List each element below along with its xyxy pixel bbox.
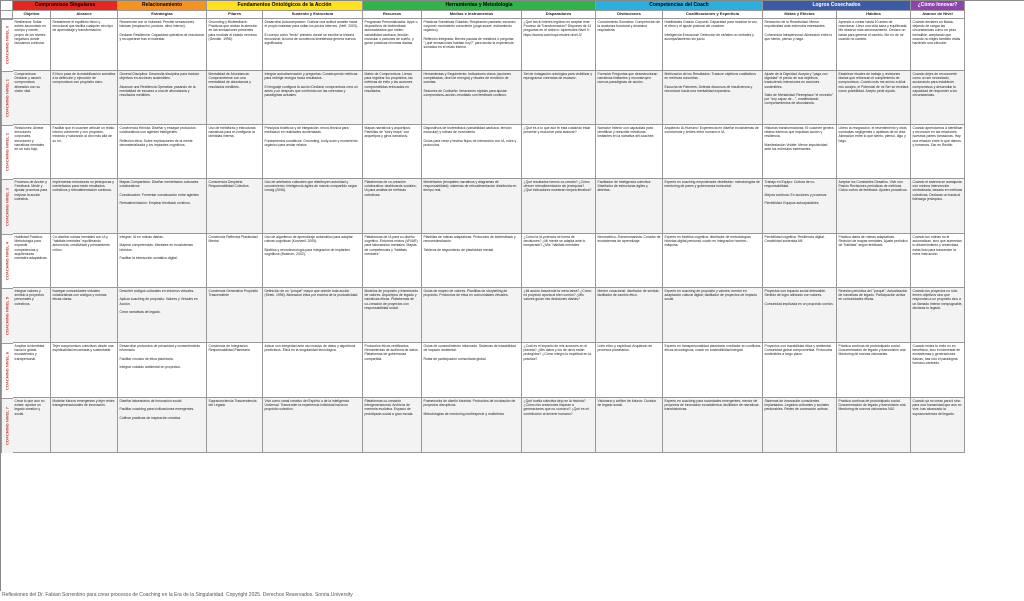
table-cell: Trabajo en Equipo: Cultura de co-responsabilidad. Mejora continua: En acciones y procesos. Flexibilidad: Equipos autoajustables. — [763, 179, 837, 234]
column-header: Avance de Nivel — [911, 11, 965, 19]
table-cell: Habilidades Guiado Corporal: Capacidad para modular la voz, el ritmo y el ajuste postural del coachee. Inteligencia Emocional: Detección de señales no verbales y acompañamiento sin juicio. — [663, 19, 763, 71]
column-header: Estrategias — [118, 11, 207, 19]
table-cell: ¿Qué es a lo que aún te está costando estar presente y escuchar para avanzar? — [522, 125, 596, 179]
table-cell: Procesos de Acción y Feedback: Medir y ajustar procesos para mejorar la acción colectiva. — [13, 179, 51, 234]
table-cell: General Disciplina: Desarrolla disciplina para traducir objetivos en acciones sostenibles. Alcanzar una Resiliencia Operativa: pasando de la mentalidad de escasez a una de abundancia y resultados medibles. — [118, 71, 207, 125]
table-cell: Mapas Compartidos: Diseñar mentefactos culturales colaborativos Coevaluación: Fomentar coevaluación entre agentes Retroalimentación: Emplear feedback continuo. — [118, 179, 207, 234]
table-cell: Libero la resignación, el resentimiento y otras conductas negligentes o apáticas de mi vida. Alineación entre lo que siento, pienso, digo y hago. — [837, 125, 911, 179]
table-cell: Co-diseñar rutinas mentales con IA y "hábitats mentales" equilibrando autonomía, creatividad y pensamiento crítico. — [51, 234, 118, 288]
table-cell: Mapas narrativos y arquetipos: Plantillas de "story maps" con arquetipos y giros narrativos. — [363, 125, 422, 179]
subheader-corner — [1, 11, 13, 19]
table-cell: Plantillas de rutinas adaptativas. Protocolos de biofeedback y neuroestimulación. Tableros de seguimiento de plasticidad mental. — [422, 234, 522, 288]
table-cell: Reconectar con la Voluntad: Percibir sensaciones básicas (respiración, postura, ritmo interno). Declarar Resiliencia: Capacidad operativa de reaccionar y recuperarse tras el malestar. — [118, 19, 207, 71]
table-cell: Cuando el sistema se autoajusta con mínima intervención centralizada, basado en métricas colectivas. Declaras un basta al liderazgo jerárquico. — [911, 179, 965, 234]
table-cell: Principios bioéticos y de integración: neuro-técnica para mediación en realidades aumentadas. Fundamentos somáticos: Grounding, body-scan y movimiento orgánico para anclar relatos — [263, 125, 363, 179]
table-cell: Plataformas co-creación intergeneracional. Archivos de memoria evolutiva. Espacio de prototipado social a gran escala. — [363, 398, 422, 453]
table-cell: ¿Qué tan tu interés legítimo en aceptar este Proceso de Transformación? Dispones de 41 preguntas en el archivo: Iquiertudes Nivel 0: https://sonria.com/inqui etudes-nivel-0/ — [522, 19, 596, 71]
table-cell: Restablecer el equilibrio físico y emocional que facilita cualquier otro tipo de aprendizaje y transformación. — [51, 19, 118, 71]
table-cell: Herramientas y Seguimiento: Indicadores claros (acciones completadas, nivel de energía) y rituales de rendición de cuentas. Sesiones de Codiseño: Iteraciones rápidas para ajustar compromisos–acción–resultado con feedback continuo. — [422, 71, 522, 125]
table-cell: ¿Cuál es el impacto de mis acciones en el planeta? ¿Mis datos y los de otros están protegidos? ¿Cómo integro lo espiritual en la práctica? — [522, 343, 596, 398]
table-cell: Compromisos: Declarar y asumir compromisos alineados con su visión vital. — [13, 71, 51, 125]
table-cell: Flexibilidad cognitiva. Resiliencia digital. Creatividad sostenida.N8 — [763, 234, 837, 288]
table-cell: Relaciones: Alinear emociones corporales, emociones y narrativas mentales en un solo flujo. — [13, 125, 51, 179]
table-cell: Uso de algoritmos de aprendizaje automático para adaptar rutinas cognitivas (Kurzweil, 2005). Bioética y neurotecnología para integración de implantes cognitivos (Bostrom, 2002). — [263, 234, 363, 288]
footer-copyright: Reflexiones del Dr. Fabian Sorrentino para crear procesos de Coaching en la Era de la Singularidad. Copyright 2025. Derechos Reservados. Sonria.University — [2, 592, 353, 598]
table-cell: Resiliencia: Soltar estrés acumulado en cuerpo y mente, propio de los niveles negativos donde buscamos controlar. — [13, 19, 51, 71]
column-header: Disparadores — [522, 11, 596, 19]
table-cell: ¿Mi acción trasciende la mera tarea? ¿Cómo mi proyecto aporta al bien común? ¿Mis valores guían mis decisiones diarias? — [522, 288, 596, 343]
column-header: Distinciones — [596, 11, 663, 19]
column-header: Alcance — [51, 11, 118, 19]
table-cell: Cuando dejes de reconocerte como un ser necesitado, accionando para establecer compromisos y desarrollar tu capacidad de responder a los circunstancias. — [911, 71, 965, 125]
table-cell: Revisión periódica del "porqué". Actualización de narrativas de legado. Participación activa en comunidades éticas. — [837, 288, 911, 343]
table-cell: Modelos de propósito y frameworks de valores. Arquetipos de legado y narrativas éticas. Plataformas de co-creación de proyectos con responsabilidad social. — [363, 288, 422, 343]
table-cell: Establece rituales de trabajo y revisiones diarias que refuerzan el cumplimiento de compromisos. Cuanto más me animo a diluir mis corajes, el Potencial de mí Ser se revelará como posibilidad. Acepto pedir ayuda. — [837, 71, 911, 125]
table-cell: Arquitecto IA-Humano: Experiencia en diseñar ecosistemas de convivencia y límites entre humano e IA. — [663, 125, 763, 179]
table-cell: Guías de mapeo de valores. Plantillas de storytelling de propósito. Protocolos de ética en comunidades virtuales. — [422, 288, 522, 343]
table-cell: Actuar con integridad ante uso masivo de datos y algoritmos predictivos. Ética en la singularidad tecnológica. — [263, 343, 363, 398]
table-cell: Cuando tus proyectos no sólo tienen objetivos sino que respondan a un propósito sino a un llamado interior inexpugnable, declaras tu legado. — [911, 288, 965, 343]
table-cell: Integrar valores y sentido a proyectos personales y colectivos. — [13, 288, 51, 343]
table-cell: Plataformas de co-creación colaborativa: dashboards sociales; IA para análisis de métricas colectivas. — [363, 179, 422, 234]
table-cell: El foco pasa de la estabilización somática a la definición y ejecución de compromisos con propósito claro. — [51, 71, 118, 125]
table-cell: Cuando declares un Basta, dejando de cargar las circunstancias como un peso ineludible, aceptando que cuando no eliges también estás haciendo una elección. — [911, 19, 965, 71]
header-corner — [1, 1, 13, 11]
table-cell: ¿Qué huella colectiva dejo en la historia? ¿Cómo mis creaciones inspiran a generaciones que no conozco? ¿Qué es mi contribución al devenir humano? — [522, 398, 596, 453]
table-cell: Cuando tus rutinas no te automatizan, sino que aumentan tu discernimiento y creatividad, estás listo para trascender la mera instrucción. — [911, 234, 965, 288]
column-header: Sustento y Estructura — [263, 11, 363, 19]
table-cell: Cuando aprendamos a identificar y reconocer en las relaciones nuestras partes tomadoras. Hay una relación entre lo que damos y tomamos. Dar es Recibir. — [911, 125, 965, 179]
table-cell: Práctica continua de protototipado social. Documentación de legado y transmisión oral. Mentoring de nuevos visionarios.N10 — [837, 398, 911, 453]
table-cell: Proyectos con trazabilidad ética y ambiental. Comunidad global comprometida. Protocolos sostenibles a largo plazo. — [763, 343, 837, 398]
table-cell: Narrador Interior con capacidad para identificar y reescribir metáforas limitantes en la narrativa del coachee. — [596, 125, 663, 179]
table-cell: Ampliar la identidad hacia lo global, ecosistémico y transpersonal. — [13, 343, 51, 398]
table-cell: Plataformas de IA para co-diseño cognitivo. Entornos mixtos (VR/AR) para laboratorios mentales. Mapas de competencias y "hábitats mentales". — [363, 234, 422, 288]
table-cell: Conciencia de Integración Responsabilidad Planetaria — [207, 343, 263, 398]
table-cell: Conciencia Reflexiva Plasticidad Mental — [207, 234, 263, 288]
table-cell: Proyectos con impacto social detectable. Sentido de logro alineado con valores. Comunidad implicada en un propósito común. — [763, 288, 837, 343]
table-cell: Práctica continua de protototipado social. Documentación de legado y transmisión oral. Mentoring de nuevas visionarias. — [837, 343, 911, 398]
table-cell: Historias transformadoras: El coachee genera relatos internos que impulsan acción y resiliencia. Manifestación Visible: Menor impulsividad ante los estímulos estresantes. — [763, 125, 837, 179]
table-cell: Protocolos éticos certificados. Herramientas de auditoría de datos. Plataformas de gobernanza compartida. — [363, 343, 422, 398]
table-cell: Integrar autoobservación y preguntas: Construyendo métricas para redirigir energía hacia resultados. El lenguaje configura la acción Declarar compromisos crea un antes y un después que confronta con las creencias y paradigmas actuales. — [263, 71, 363, 125]
column-header: Hábitos — [837, 11, 911, 19]
table-cell: ¿Qué resultados hemos co-creado? ¿Cómo ofrecer retroalimentación sin jerarquías? ¿Qué indicadores muestran mejora iterativa? — [522, 179, 596, 234]
table-cell: Integrar: IA en rutinas diarias. Mapear competencias: Mentales en ecosistemas híbridos. Facilitar la interacción somático-digital. — [118, 234, 207, 288]
table-cell: Consciencia Despierta Responsabilidad Colectiva — [207, 179, 263, 234]
table-cell: Matriz de Compromisos: Lienzo para registrar los propósitos, las métricas de éxito y las acciones comprometidas enfocadas en resultados. — [363, 71, 422, 125]
level-label: COACHING NIVEL 7 — [1, 398, 13, 453]
table-cell: Prácticas Somáticas Guiadas: Respiración pautada; escaneo corporal; movimiento consciente (yoga suave, estiramiento orgánico). Reflexión Integrada: Breves pausas de metáfora o pregunta "¿qué sensaciones habitan hoy?" para anclar la experiencia somática en el relato interior. — [422, 19, 522, 71]
table-cell: Guías de consentimiento informado. Sistemas de trazabilidad de impacto ambiental. Rutas de participación comunitaria global. — [422, 343, 522, 398]
level-label: COACHING NIVEL 4 — [1, 234, 13, 288]
table-cell: Vivir como canal creativo del Espíritu o de la inteligencia Universal. Trascender la experiencia individual hacia un propósito colectivo. — [263, 398, 363, 453]
table-cell: Ajuste de la Dignidad: Acepta y "paga con dignidad" el precio de sus objetivos, traduciendo intenciones en acciones sostenibles. Salto de Mentalidad: Reemplaza "el necesito" por "soy capaz de…", manifestando comportamientos de abundancia. — [763, 71, 837, 125]
table-cell: Desarrollar protocolos de privacidad y consentimiento informado. Facilitar círculos de ética planetaria. Integrar cuidado ambiental en proyectos. — [118, 343, 207, 398]
table-cell: Experto en coaching empoderador distribuido: metodologías de mentoring de pares y gobernanza horizontal. — [663, 179, 763, 234]
table-cell: Mentor vocacional: diseñador de sentido; facilitador de cambio ético. — [596, 288, 663, 343]
table-cell: Formular Preguntas que desestructuran narrativas limitantes y reconstruyen nuevos paradigmas de acción. — [596, 71, 663, 125]
table-cell: Grounding y Biofeedback: Prácticas que anclan la atención en las sensaciones presentes para modular el estado nervioso (Gendlin, 1996). — [207, 19, 263, 71]
table-cell: Experto en bioética cognitiva; diseñador de metodologías híbridas digital-personal; coach en integración hombre–máquina. — [663, 234, 763, 288]
table-cell: Práctica diaria de rutinas adaptativas. Revisión de mapas mentales. Ajuste periódico de "hábitats" según feedback. — [837, 234, 911, 288]
group-header: Fundamentos Ontológicos de la Acción — [207, 1, 363, 11]
table-cell: Neurocético–Transhumanista: Curador de ecosistemas de aprendizaje. — [596, 234, 663, 288]
table-cell: Cuando mides tu éxito no en beneficios, sino en bienestar de ecosistemas y generaciones futuras, has roto el paradigma humano-centrado. — [911, 343, 965, 398]
table-cell: Experto en coaching de propósito y valores; mentor en adaptación cultural digital; facilitador de proyectos de impacto social. — [663, 288, 763, 343]
table-cell: Líder ético y espiritual: Arquitecto de procesos planetarios. — [596, 343, 663, 398]
group-header: Relacionamiento — [118, 1, 207, 11]
table-cell: ¿Cómo la IA potencia mi forma de decisiones? ¿Mi mente se adapta ante lo inesperado? ¿Mis "hábitats mentales — [522, 234, 596, 288]
table-cell: Set de indagación ontológica para visibilizar y reprogramar creencias de escasez. — [522, 71, 596, 125]
table-cell: Mentalidad de Abundancia: Comprometerse con una mentalidad de abundancia y resultados medibles. — [207, 71, 263, 125]
table-cell: Supraconciencia Trascendencia del Legado — [207, 398, 263, 453]
table-cell: Dispositivos de biofeedback (variabilidad cardíaca, tensión muscular) y rutinas de movimiento. Guías para crear y testear flujos de interacción con IA, roles y protocolos. — [422, 125, 522, 179]
table-cell: Modelar futuros emergentes y tejer redes transgeneracionales de innovación. — [51, 398, 118, 453]
table-cell: Facilitar que el coachee articule un relato interno coherente y con propósito, mirando y valorando al otro más allá de su rol. — [51, 125, 118, 179]
group-header: ¿Cómo Innovar? — [911, 1, 965, 11]
group-header: Herramientas y Metodología — [363, 1, 596, 11]
group-header: Competencias del Coach — [596, 1, 763, 11]
column-header: Cualificaciones y Experticia — [663, 11, 763, 19]
table-cell: Aprendo a contar hasta 10 antes de reaccionar. Llevo una vida sana y equilibrada. Me observo más amorosamente. Declaro un basta para generar el cambio. Me río de mi cuando no cambio. — [837, 19, 911, 71]
table-cell: Experto en transpersonalidad planetaria: mediador en conflictos éticos-tecnológicos; coach en sostenibilidad integral. — [663, 343, 763, 398]
table-cell: Convivencia Híbrida: Diseñar y ensayar protocolos colaborativos con agentes inteligentes. Reflexión ética: Sobre implicaciones de la mente desmaterializada y los implantes cognitivos. — [118, 125, 207, 179]
table-cell: Definición de un "porqué" mayor que oriente toda acción (Sinek, 1996). Alineación ética por encima de la productividad. — [263, 288, 363, 343]
table-cell: Crear lo que aún no existe; aportar un legado creativo y social. — [13, 398, 51, 453]
table-cell: Cuando ya no creas para ti sino para una humanidad que aún no vive, has alcanzado la supraconciencia del legado. — [911, 398, 965, 453]
table-cell: Visionario y artífice de futuros: Curador de legado social. — [596, 398, 663, 453]
group-header: Compromisos Singulares — [13, 1, 118, 11]
column-header: Metas y Efectos — [763, 11, 837, 19]
column-header: Objetivo — [13, 11, 51, 19]
table-cell: Frameworks de diseño futurista. Protocolos de incubación de proyectos disruptivos. Metodologías de mentoring multiespecie y multiétnico — [422, 398, 522, 453]
level-label: COACHING NIVEL 1 — [1, 71, 13, 125]
table-cell: Diseñar laboratorios de innovación social. Facilitar coaching para civilizaciones emergentes. Cultivar prácticas de inspiración creativa. — [118, 398, 207, 453]
table-cell: Navegar comunidades virtuales colaborativas con códigos y normas éticas claras. — [51, 288, 118, 343]
column-header: Pilares — [207, 11, 263, 19]
group-header: Logros Cosechados — [763, 1, 911, 11]
table-cell: Programas Personalizados: Apps o dispositivos de biofeedback automatizados que miden variabilidad cardíaca, tensión muscular o patrones de sueño, y guían prácticas mínimas diarias. — [363, 19, 422, 71]
table-cell: Habilidad Práctica: Metodología para expandir competencias y arquitecturas mentales adaptativas. — [13, 234, 51, 288]
table-cell: Conciencia Generativa Propósito Trascendente — [207, 288, 263, 343]
table-cell: Aceptar los Constantes Desafíos. Vivir con Pasión Revisiones periódicas de métricas. Ciclos cortos de feedback. Ajustes proactivos. — [837, 179, 911, 234]
table-cell: Experto en coaching para sociedades emergentes; mentor de proyectos de innovación ecosistémica; facilitador de narrativas transhistóricas. — [663, 398, 763, 453]
table-cell: Mentefactos (templates narrativos y diagramas de responsabilidad); sistemas de retroalimentación distribuida en tiempo real. — [422, 179, 522, 234]
column-header: Medios e Instrumentos — [422, 11, 522, 19]
table-cell: Sistemas de innovación conscientes implantados. Legados culturales y sociales perdurables. Redes de cocreación activas. — [763, 398, 837, 453]
level-label: COACHING NIVEL 2 — [1, 125, 13, 179]
level-label: COACHING NIVEL 3 — [1, 179, 13, 234]
level-label: COACHING NIVEL 0 — [1, 19, 13, 71]
table-cell: Metrización de los Resultados: Traduce objetivos cualitativos en métricas concretas. Escucha de Patrones: Detecta discursos de insuficiencia y reconduce hacia una mentalidad expansiva. — [663, 71, 763, 125]
table-cell: Facilitador de Inteligencia colectiva: Diseñador de estructuras ágiles y abiertas. — [596, 179, 663, 234]
table-cell: Desarrollar Autocompasión: Cultivar una actitud amable hacia el propio malestar para soltar los juicios internos. (Neff, 2003). El cuerpo como "texto" primario donde se escribe la historia emocional; la toma de conciencia kinestésica genera nuevos significados. — [263, 19, 363, 71]
table-cell: Reducción de la Reactividad: Menor impulsividad ante estímulos estresantes. Coherencia Intrapersonal: Alineación entre lo que siento, pienso y hago. — [763, 19, 837, 71]
table-cell: Implementar estructuras no jerárquicas y mentefactos para medir resultados colectivos y retroalimentación continua. — [51, 179, 118, 234]
table-cell: Conocimiento Somático: Comprensión de la anatomía funcional y dinámica respiratoria. — [596, 19, 663, 71]
table-cell: Describir códigos culturales en entornos virtuales. Aplicar coaching de propósito: Valores y Virtudes en Acción. Crear narrativas de legado. — [118, 288, 207, 343]
table-cell: Tejer compromisos colectivos desde una espiritualidad encarnada y sustentable. — [51, 343, 118, 398]
table-cell: Uso de metáforas y estructuras narrativas para re-configurar la identidad interna. — [207, 125, 263, 179]
table-cell: Uso de artefactos culturales que distribuyen autoridad y conocimiento; Inteligencia ágiles de mando compartido según Lessig (2006). — [263, 179, 363, 234]
column-header: Recursos — [363, 11, 422, 19]
level-label: COACHING NIVEL 6 — [1, 343, 13, 398]
level-label: COACHING NIVEL 5 — [1, 288, 13, 343]
